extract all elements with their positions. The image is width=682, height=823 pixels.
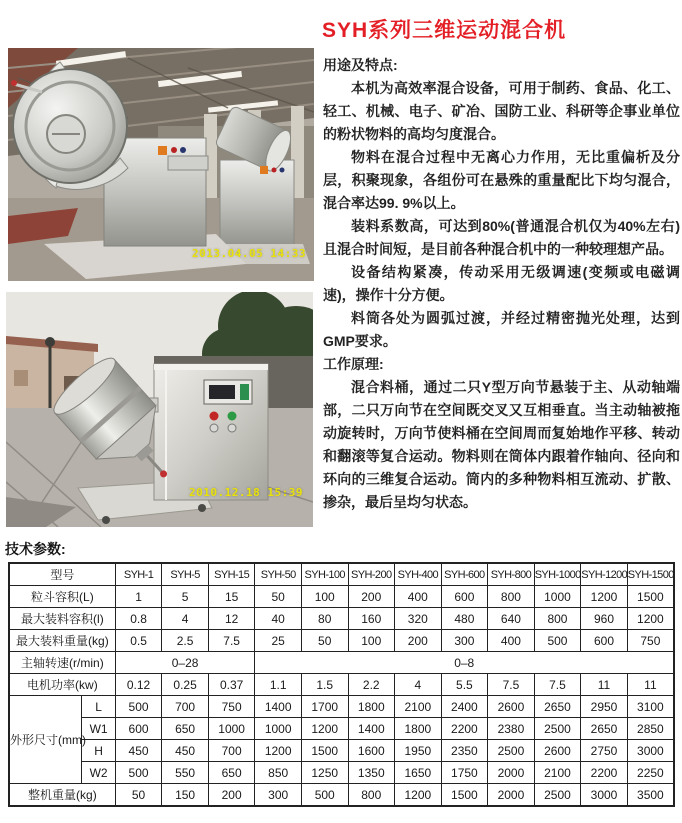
spec-value-cell: 5 bbox=[162, 586, 209, 608]
spec-value-cell: 450 bbox=[115, 740, 162, 762]
spec-value-cell: 150 bbox=[162, 784, 209, 807]
spec-value-cell: 650 bbox=[162, 718, 209, 740]
spec-value-cell: 1950 bbox=[395, 740, 442, 762]
spec-value-cell: 200 bbox=[208, 784, 255, 807]
spec-value-cell: 3000 bbox=[581, 784, 628, 807]
model-header-cell: SYH-600 bbox=[441, 563, 488, 586]
model-header-cell: SYH-200 bbox=[348, 563, 395, 586]
spec-value-cell: 0.12 bbox=[115, 674, 162, 696]
spec-value-cell: 2500 bbox=[534, 784, 581, 807]
spec-value-cell: 2200 bbox=[441, 718, 488, 740]
specs-table bbox=[8, 562, 675, 807]
spec-value-cell: 1400 bbox=[348, 718, 395, 740]
model-header-cell: SYH-100 bbox=[301, 563, 348, 586]
spec-value-cell: 2600 bbox=[488, 696, 535, 718]
model-header-cell: SYH-800 bbox=[488, 563, 535, 586]
outdoor-photo bbox=[6, 292, 313, 527]
spec-value-cell: 2.5 bbox=[162, 630, 209, 652]
spec-value-cell: 400 bbox=[395, 586, 442, 608]
spec-value-cell: 1200 bbox=[627, 608, 674, 630]
section-heading: 工作原理: bbox=[323, 356, 384, 372]
model-header-cell: SYH-15 bbox=[208, 563, 255, 586]
photo-timestamp: 2010.12.18 15:39 bbox=[189, 486, 303, 499]
spec-value-cell: 0.37 bbox=[208, 674, 255, 696]
spec-value-cell: 500 bbox=[301, 784, 348, 807]
spec-value-cell: 2000 bbox=[488, 762, 535, 784]
spec-row-label: 最大装料容积(l) bbox=[9, 608, 115, 630]
spec-value-cell: 2650 bbox=[534, 696, 581, 718]
spec-value-cell: 40 bbox=[255, 608, 302, 630]
spec-value-cell: 800 bbox=[348, 784, 395, 807]
spec-value-cell: 800 bbox=[534, 608, 581, 630]
spec-row-label: 电机功率(kw) bbox=[9, 674, 115, 696]
model-header-cell: SYH-5 bbox=[162, 563, 209, 586]
spec-value-cell: 700 bbox=[162, 696, 209, 718]
spec-value-cell: 7.5 bbox=[488, 674, 535, 696]
spec-value-cell: 1500 bbox=[301, 740, 348, 762]
body-paragraph: 设备结构紧凑，传动采用无级调速(变频或电磁调速)，操作十分方便。 bbox=[323, 264, 680, 303]
spec-value-cell: 200 bbox=[348, 586, 395, 608]
spec-value-cell: 2950 bbox=[581, 696, 628, 718]
spec-value-cell: 1600 bbox=[348, 740, 395, 762]
spec-value-cell: 2000 bbox=[488, 784, 535, 807]
spec-value-cell: 600 bbox=[115, 718, 162, 740]
spec-value-cell: 1750 bbox=[441, 762, 488, 784]
spec-value-cell: 25 bbox=[255, 630, 302, 652]
dimension-sub-label: W2 bbox=[82, 762, 115, 784]
spec-value-cell: 100 bbox=[301, 586, 348, 608]
spec-value-cell: 11 bbox=[581, 674, 628, 696]
spec-value-cell: 2600 bbox=[534, 740, 581, 762]
spec-value-cell: 2400 bbox=[441, 696, 488, 718]
spec-value-cell: 750 bbox=[627, 630, 674, 652]
spec-value-cell: 2500 bbox=[534, 718, 581, 740]
spec-span-cell: 0–8 bbox=[255, 652, 674, 674]
spec-value-cell: 15 bbox=[208, 586, 255, 608]
body-paragraph: 混合料桶，通过二只Y型万向节悬装于主、从动轴端部，二只万向节在空间既交叉又互相垂直。当主动轴被拖动旋转时，万向节使料桶在空间周而复始地作平移、转动和翻滚等复合运动。物料则在筒体内跟着作轴向、径向和环向的三维复合运动。筒内的多种物料相互流动、扩散、掺杂，最后呈均匀状态。 bbox=[323, 379, 680, 510]
body-paragraph: 料筒各处为圆弧过渡，并经过精密抛光处理，达到GMP要求。 bbox=[323, 310, 680, 349]
spec-row-label: 型号 bbox=[9, 563, 115, 586]
spec-value-cell: 2100 bbox=[395, 696, 442, 718]
spec-value-cell: 160 bbox=[348, 608, 395, 630]
spec-value-cell: 480 bbox=[441, 608, 488, 630]
photo-timestamp: 2013.04.05 14:33 bbox=[192, 247, 306, 260]
spec-value-cell: 2750 bbox=[581, 740, 628, 762]
spec-value-cell: 1200 bbox=[395, 784, 442, 807]
spec-value-cell: 2380 bbox=[488, 718, 535, 740]
spec-value-cell: 11 bbox=[627, 674, 674, 696]
spec-value-cell: 400 bbox=[488, 630, 535, 652]
spec-value-cell: 500 bbox=[534, 630, 581, 652]
model-header-cell: SYH-400 bbox=[395, 563, 442, 586]
spec-value-cell: 450 bbox=[162, 740, 209, 762]
spec-value-cell: 850 bbox=[255, 762, 302, 784]
spec-value-cell: 0.25 bbox=[162, 674, 209, 696]
spec-value-cell: 640 bbox=[488, 608, 535, 630]
spec-value-cell: 1400 bbox=[255, 696, 302, 718]
spec-value-cell: 50 bbox=[255, 586, 302, 608]
spec-value-cell: 500 bbox=[115, 762, 162, 784]
spec-value-cell: 550 bbox=[162, 762, 209, 784]
spec-value-cell: 1650 bbox=[395, 762, 442, 784]
spec-value-cell: 1000 bbox=[255, 718, 302, 740]
spec-row-label: 最大装料重量(kg) bbox=[9, 630, 115, 652]
spec-value-cell: 4 bbox=[162, 608, 209, 630]
spec-value-cell: 300 bbox=[255, 784, 302, 807]
spec-row-label: 主轴转速(r/min) bbox=[9, 652, 115, 674]
spec-value-cell: 1200 bbox=[255, 740, 302, 762]
spec-value-cell: 650 bbox=[208, 762, 255, 784]
spec-value-cell: 3100 bbox=[627, 696, 674, 718]
spec-value-cell: 2250 bbox=[627, 762, 674, 784]
dimension-sub-label: L bbox=[82, 696, 115, 718]
model-header-cell: SYH-50 bbox=[255, 563, 302, 586]
spec-value-cell: 80 bbox=[301, 608, 348, 630]
spec-value-cell: 3500 bbox=[627, 784, 674, 807]
model-header-cell: SYH-1200 bbox=[581, 563, 628, 586]
spec-value-cell: 100 bbox=[348, 630, 395, 652]
section-heading: 用途及特点: bbox=[323, 57, 398, 73]
specs-section-label: 技术参数: bbox=[5, 541, 66, 557]
spec-value-cell: 2.2 bbox=[348, 674, 395, 696]
spec-value-cell: 2500 bbox=[488, 740, 535, 762]
spec-value-cell: 1500 bbox=[627, 586, 674, 608]
spec-value-cell: 1.1 bbox=[255, 674, 302, 696]
spec-value-cell: 960 bbox=[581, 608, 628, 630]
spec-value-cell: 200 bbox=[395, 630, 442, 652]
spec-value-cell: 600 bbox=[581, 630, 628, 652]
spec-value-cell: 500 bbox=[115, 696, 162, 718]
spec-value-cell: 1200 bbox=[581, 586, 628, 608]
spec-value-cell: 0.8 bbox=[115, 608, 162, 630]
spec-value-cell: 2850 bbox=[627, 718, 674, 740]
dimension-sub-label: W1 bbox=[82, 718, 115, 740]
spec-value-cell: 12 bbox=[208, 608, 255, 630]
spec-value-cell: 50 bbox=[301, 630, 348, 652]
dimension-sub-label: H bbox=[82, 740, 115, 762]
spec-value-cell: 1800 bbox=[395, 718, 442, 740]
spec-span-cell: 0–28 bbox=[115, 652, 255, 674]
spec-value-cell: 2350 bbox=[441, 740, 488, 762]
content-column bbox=[323, 54, 680, 514]
spec-value-cell: 3000 bbox=[627, 740, 674, 762]
spec-value-cell: 0.5 bbox=[115, 630, 162, 652]
spec-value-cell: 1800 bbox=[348, 696, 395, 718]
spec-value-cell: 1000 bbox=[534, 586, 581, 608]
body-paragraph: 物料在混合过程中无离心力作用，无比重偏析及分层，积聚现象，各组份可在悬殊的重量配比下均匀混合，混合率达99. 9%以上。 bbox=[323, 149, 680, 211]
specs-table-body bbox=[9, 563, 674, 806]
body-paragraph: 装料系数高，可达到80%(普通混合机仅为40%左右)且混合时间短，是目前各种混合机中的一种较理想产品。 bbox=[323, 218, 680, 257]
spec-value-cell: 1.5 bbox=[301, 674, 348, 696]
spec-value-cell: 300 bbox=[441, 630, 488, 652]
spec-value-cell: 2650 bbox=[581, 718, 628, 740]
spec-value-cell: 750 bbox=[208, 696, 255, 718]
spec-row-label: 整机重量(kg) bbox=[9, 784, 115, 807]
model-header-cell: SYH-1000 bbox=[534, 563, 581, 586]
spec-row-label: 粒斗容积(L) bbox=[9, 586, 115, 608]
spec-value-cell: 1500 bbox=[441, 784, 488, 807]
body-paragraph: 本机为高效率混合设备，可用于制药、食品、化工、轻工、机械、电子、矿冶、国防工业、科研等企事业单位的粉状物料的高均匀度混合。 bbox=[323, 80, 680, 142]
spec-value-cell: 7.5 bbox=[534, 674, 581, 696]
factory-photo bbox=[8, 48, 314, 281]
spec-value-cell: 50 bbox=[115, 784, 162, 807]
spec-value-cell: 5.5 bbox=[441, 674, 488, 696]
spec-value-cell: 1000 bbox=[208, 718, 255, 740]
spec-value-cell: 2100 bbox=[534, 762, 581, 784]
spec-value-cell: 1200 bbox=[301, 718, 348, 740]
spec-value-cell: 2200 bbox=[581, 762, 628, 784]
spec-value-cell: 1 bbox=[115, 586, 162, 608]
spec-value-cell: 600 bbox=[441, 586, 488, 608]
spec-value-cell: 1700 bbox=[301, 696, 348, 718]
spec-value-cell: 4 bbox=[395, 674, 442, 696]
spec-value-cell: 700 bbox=[208, 740, 255, 762]
spec-value-cell: 320 bbox=[395, 608, 442, 630]
spec-value-cell: 1250 bbox=[301, 762, 348, 784]
dimension-group-label: 外形尺寸(mm) bbox=[9, 696, 82, 784]
spec-value-cell: 1350 bbox=[348, 762, 395, 784]
page-title: SYH系列三维运动混合机 bbox=[322, 19, 567, 42]
model-header-cell: SYH-1 bbox=[115, 563, 162, 586]
spec-value-cell: 800 bbox=[488, 586, 535, 608]
spec-value-cell: 7.5 bbox=[208, 630, 255, 652]
model-header-cell: SYH-1500 bbox=[627, 563, 674, 586]
